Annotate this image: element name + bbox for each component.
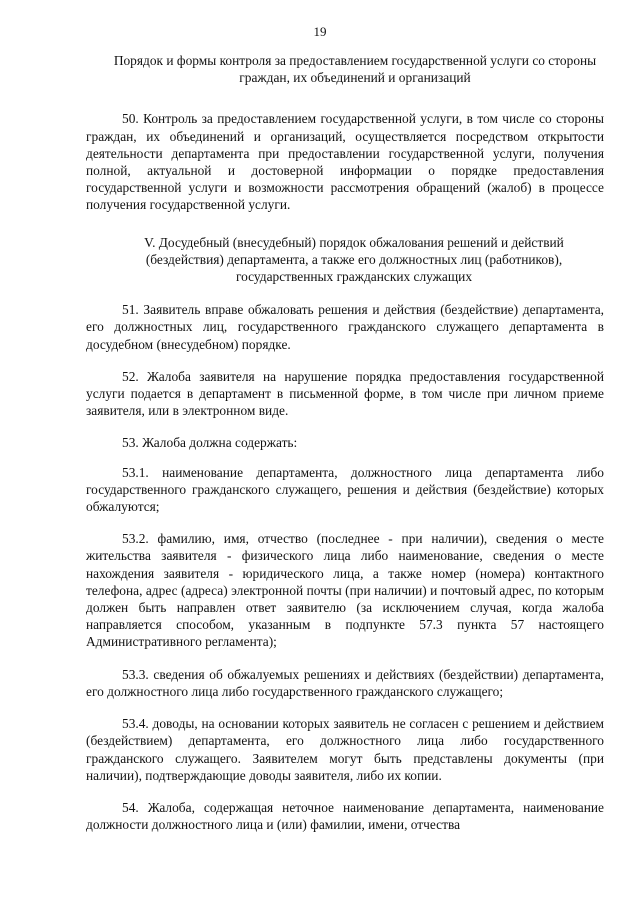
paragraph-51: 51. Заявитель вправе обжаловать решения и действия (бездействие) департамента, его должностных лиц, государственного гражданского служащего департамента в досудебном (внесудебном) порядке.: [86, 302, 604, 352]
page-content: [86, 52, 604, 848]
paragraph-52: 52. Жалоба заявителя на нарушение порядка предоставления государственной услуги подается в департамент в письменной форме, в том числе при личном приеме заявителя, или в электронном виде.: [86, 368, 604, 419]
section-heading-control: Порядок и формы контроля за предоставлением государственной услуги со стороны граждан, их объединений и организаций: [113, 53, 597, 86]
paragraph-53: 53. Жалоба должна содержать:: [122, 435, 298, 451]
paragraph-53-4: 53.4. доводы, на основании которых заявитель не согласен с решением и действием (бездействием) департамента, его должностного лица либо государственного гражданского служащего. Заявителем могут быть представлены документы (при наличии), подтверждающие доводы заявителя, либо их копии.: [86, 716, 604, 783]
paragraph-50: 50. Контроль за предоставлением государственной услуги, в том числе со стороны граждан, их объединений и организаций, осуществляется посредством открытости деятельности департамента при предоставлении государственной услуги, получения полной, актуальной и достоверной информации о порядке предоставления государственной услуги и возможности рассмотрения обращений (жалоб) в процессе получения государственной услуги.: [86, 111, 604, 213]
page-number: 19: [313, 24, 327, 39]
section-heading-v: V. Досудебный (внесудебный) порядок обжалования решений и действий (бездействия) департамента, а также его должностных лиц (работников), государственных гражданских служащих: [144, 234, 564, 285]
paragraph-53-2: 53.2. фамилию, имя, отчество (последнее - при наличии), сведения о месте жительства заявителя - физического лица либо наименование, сведения о месте нахождения заявителя - юридического лица, а также номер (номера) контактного телефона, адрес (адреса) электронной почты (при наличии) и почтовый адрес, по которым должен быть направлен ответ заявителю (за исключением случая, когда жалоба направляется способом, указанным в подпункте 57.3 пункта 57 настоящего Административного регламента);: [86, 531, 604, 650]
paragraph-53-3: 53.3. сведения об обжалуемых решениях и действиях (бездействии) департамента, его должностного лица либо государственного гражданского служащего;: [86, 666, 604, 699]
paragraph-53-1: 53.1. наименование департамента, должностного лица департамента либо государственного гражданского служащего, решения и действия (бездействие) которых обжалуются;: [86, 464, 604, 515]
paragraph-54: 54. Жалоба, содержащая неточное наименование департамента, наименование должности должностного лица и (или) фамилии, имени, отчества: [86, 799, 604, 833]
